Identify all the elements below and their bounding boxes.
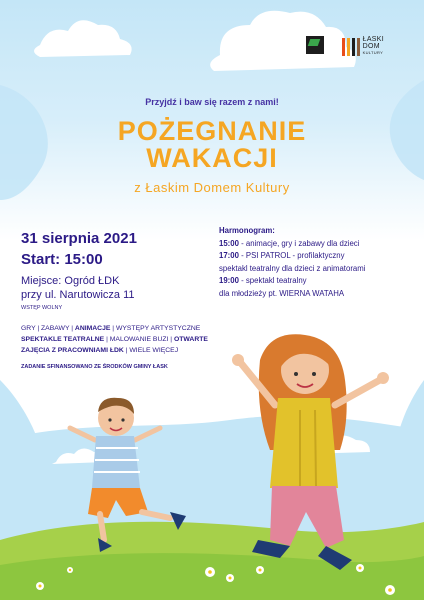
- subtitle: z Łaskim Domem Kultury: [134, 180, 290, 195]
- schedule-row: spektakl teatralny dla dzieci z animatorami: [219, 263, 366, 273]
- activity-text: SPEKTAKLE TEATRALNE: [21, 336, 105, 343]
- place-line-2: przy ul. Narutowicza 11: [21, 289, 135, 301]
- event-place: [21, 274, 135, 302]
- title-line-2: WAKACJI: [146, 143, 278, 173]
- tagline: Przyjdź i baw się razem z nami!: [145, 97, 279, 107]
- schedule-row: 19:00 - spektakl teatralny: [219, 276, 307, 285]
- cloud: [34, 20, 132, 57]
- activity-text: | WIELE WIĘCEJ: [123, 347, 179, 354]
- activity-text: ZAJĘCIA Z PRACOWNIAMI ŁDK: [21, 347, 124, 354]
- schedule-row: 17:00 - PSI PATROL - profilaktyczny: [219, 251, 345, 260]
- free-entry: WSTĘP WOLNY: [21, 305, 63, 311]
- poster-title: [0, 118, 424, 172]
- event-start: Start: 15:00: [21, 251, 103, 268]
- schedule-row: 15:00 - animacje, gry i zabawy dla dzieci: [219, 238, 360, 248]
- schedule: [219, 225, 419, 300]
- schedule-heading: Harmonogram:: [219, 226, 275, 235]
- activity-text: GRY | ZABAWY |: [21, 325, 75, 332]
- logo-bars-icon: [342, 38, 360, 56]
- title-line-1: POŻEGNANIE: [117, 116, 307, 146]
- activity-text: | WYSTĘPY ARTYSTYCZNE: [110, 325, 201, 332]
- funding-note: ZADANIE SFINANSOWANO ZE ŚRODKÓW GMINY ŁASK: [21, 364, 168, 370]
- activity-text: OTWARTE: [173, 336, 208, 343]
- activity-text: ANIMACJE: [74, 325, 111, 332]
- logos: [306, 36, 384, 56]
- logo-text: ŁASKI DOM KULTURY: [362, 36, 384, 55]
- ldk-logo-icon: [306, 36, 324, 54]
- laski-dom-kultury-logo: [342, 36, 384, 56]
- schedule-row: dla młodzieży pt. WIERNA WATAHA: [219, 288, 345, 298]
- place-line-1: Miejsce: Ogród ŁDK: [21, 275, 120, 287]
- activities-list: [21, 323, 221, 356]
- event-date: 31 sierpnia 2021: [21, 230, 137, 247]
- activity-text: | MALOWANIE BUZI |: [104, 336, 174, 343]
